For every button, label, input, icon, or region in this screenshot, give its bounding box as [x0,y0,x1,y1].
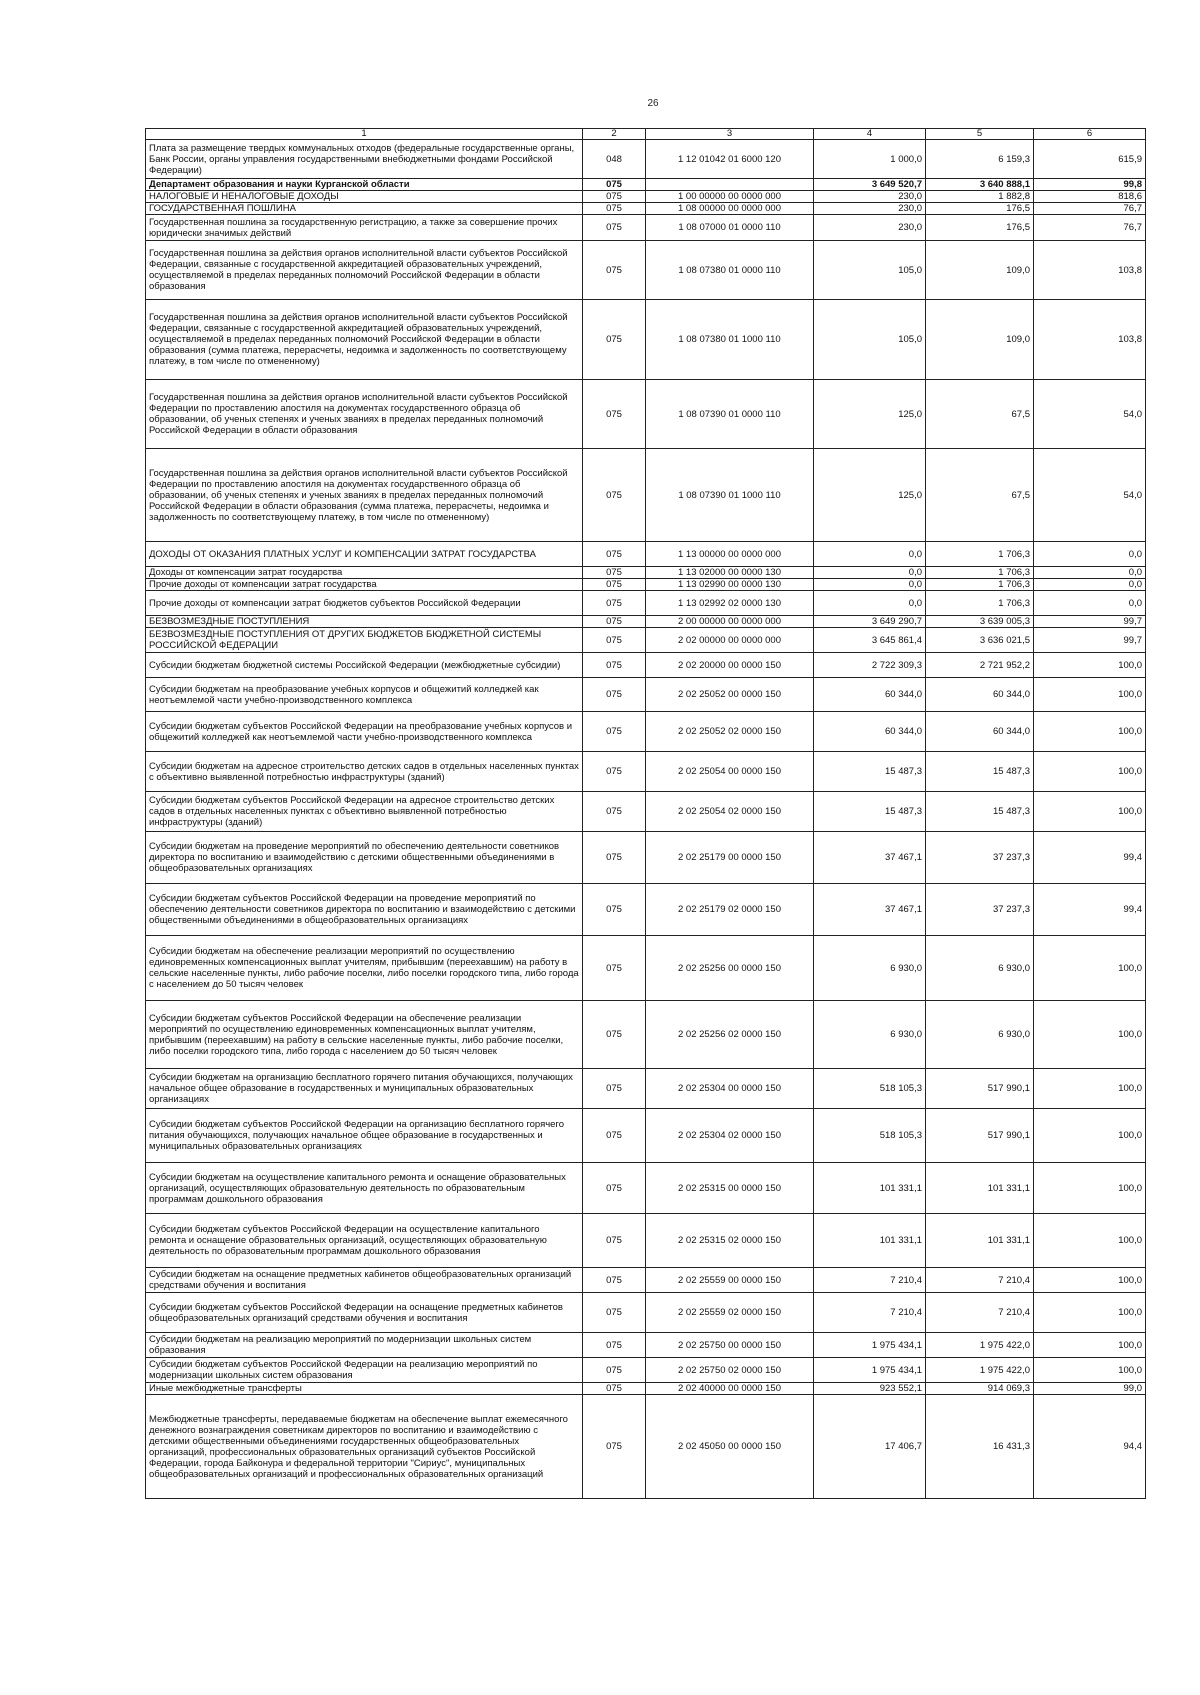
row-kbk-code-cell: 1 13 02000 00 0000 130 [646,567,814,579]
row-kbk-code-cell: 2 02 25750 00 0000 150 [646,1333,814,1358]
row-plan-cell: 101 331,1 [814,1214,926,1268]
table-row [146,1358,1146,1383]
row-percent-cell: 99,4 [1034,884,1146,936]
row-kbk-code-cell [646,179,814,191]
row-plan-cell: 7 210,4 [814,1293,926,1333]
table-row [146,542,1146,567]
row-plan-cell: 0,0 [814,567,926,579]
row-fact-cell: 3 640 888,1 [926,179,1034,191]
table-row [146,1214,1146,1268]
row-percent-cell: 100,0 [1034,1163,1146,1214]
row-fact-cell: 1 975 422,0 [926,1333,1034,1358]
table-row [146,300,1146,380]
row-plan-cell: 0,0 [814,579,926,591]
row-plan-cell: 17 406,7 [814,1395,926,1499]
table-row [146,203,1146,215]
row-admin-code-cell: 075 [583,1333,646,1358]
table-row [146,140,1146,179]
row-fact-cell: 101 331,1 [926,1163,1034,1214]
row-percent-cell: 100,0 [1034,1109,1146,1163]
table-row [146,752,1146,792]
column-header: 3 [646,129,814,140]
row-percent-cell: 0,0 [1034,567,1146,579]
row-kbk-code-cell: 2 00 00000 00 0000 000 [646,616,814,628]
revenue-table [145,128,1146,1499]
row-percent-cell: 103,8 [1034,241,1146,300]
row-percent-cell: 76,7 [1034,203,1146,215]
row-admin-code-cell: 075 [583,203,646,215]
row-name-cell: БЕЗВОЗМЕЗДНЫЕ ПОСТУПЛЕНИЯ ОТ ДРУГИХ БЮДЖЕТОВ БЮДЖЕТНОЙ СИСТЕМЫ РОССИЙСКОЙ ФЕДЕРАЦИИ [146,628,583,653]
row-kbk-code-cell: 2 02 25559 02 0000 150 [646,1293,814,1333]
row-fact-cell: 67,5 [926,380,1034,449]
row-name-cell: Государственная пошлина за действия органов исполнительной власти субъектов Российской Федерации по проставлению апостиля на документах государственного образца об образовании, об ученых степенях и ученых званиях в пределах переданных полномочий Российской Федерации в области образования [146,380,583,449]
row-name-cell: Прочие доходы от компенсации затрат государства [146,579,583,591]
table-row [146,653,1146,678]
row-percent-cell: 99,4 [1034,832,1146,884]
row-admin-code-cell: 075 [583,1358,646,1383]
row-plan-cell: 60 344,0 [814,678,926,712]
row-admin-code-cell: 075 [583,1395,646,1499]
row-admin-code-cell: 075 [583,241,646,300]
table-row [146,884,1146,936]
row-fact-cell: 914 069,3 [926,1383,1034,1395]
row-percent-cell: 100,0 [1034,936,1146,1001]
row-name-cell: Субсидии бюджетам на обеспечение реализации мероприятий по осуществлению единовременных компенсационных выплат учителям, прибывшим (переехавшим) на работу в сельские населенные пункты, либо рабочие поселки, либо поселки городского типа, либо города с населением до 50 тысяч человек [146,936,583,1001]
row-fact-cell: 176,5 [926,215,1034,241]
table-body [146,140,1146,1499]
row-name-cell: Субсидии бюджетам на оснащение предметных кабинетов общеобразовательных организаций средствами обучения и воспитания [146,1268,583,1293]
row-name-cell: Субсидии бюджетам субъектов Российской Федерации на преобразование учебных корпусов и общежитий колледжей как неотъемлемой части учебно-производственного комплекса [146,712,583,752]
row-fact-cell: 6 159,3 [926,140,1034,179]
row-admin-code-cell: 075 [583,1069,646,1109]
row-name-cell: ДОХОДЫ ОТ ОКАЗАНИЯ ПЛАТНЫХ УСЛУГ И КОМПЕНСАЦИИ ЗАТРАТ ГОСУДАРСТВА [146,542,583,567]
row-plan-cell: 15 487,3 [814,752,926,792]
row-admin-code-cell: 075 [583,567,646,579]
row-fact-cell: 37 237,3 [926,832,1034,884]
row-percent-cell: 99,7 [1034,628,1146,653]
row-admin-code-cell: 075 [583,628,646,653]
table-row [146,191,1146,203]
row-plan-cell: 1 000,0 [814,140,926,179]
row-kbk-code-cell: 1 12 01042 01 6000 120 [646,140,814,179]
column-header: 6 [1034,129,1146,140]
table-row [146,179,1146,191]
row-plan-cell: 1 975 434,1 [814,1333,926,1358]
row-fact-cell: 517 990,1 [926,1069,1034,1109]
row-fact-cell: 101 331,1 [926,1214,1034,1268]
row-kbk-code-cell: 2 02 45050 00 0000 150 [646,1395,814,1499]
table-row [146,1163,1146,1214]
row-percent-cell: 100,0 [1034,1001,1146,1069]
table-row [146,1293,1146,1333]
row-plan-cell: 230,0 [814,191,926,203]
row-plan-cell: 0,0 [814,591,926,616]
row-name-cell: БЕЗВОЗМЕЗДНЫЕ ПОСТУПЛЕНИЯ [146,616,583,628]
row-kbk-code-cell: 2 02 25315 02 0000 150 [646,1214,814,1268]
row-plan-cell: 125,0 [814,380,926,449]
row-admin-code-cell: 075 [583,1163,646,1214]
row-percent-cell: 0,0 [1034,579,1146,591]
row-fact-cell: 60 344,0 [926,678,1034,712]
row-kbk-code-cell: 2 02 25052 02 0000 150 [646,712,814,752]
row-admin-code-cell: 075 [583,936,646,1001]
row-name-cell: Субсидии бюджетам на проведение мероприятий по обеспечению деятельности советников директора по воспитанию и взаимодействию с детскими общественными объединениями в общеобразовательных организациях [146,832,583,884]
row-kbk-code-cell: 1 13 00000 00 0000 000 [646,542,814,567]
row-kbk-code-cell: 1 08 07390 01 0000 110 [646,380,814,449]
row-plan-cell: 6 930,0 [814,1001,926,1069]
row-plan-cell: 3 645 861,4 [814,628,926,653]
row-name-cell: Межбюджетные трансферты, передаваемые бюджетам на обеспечение выплат ежемесячного денежного вознаграждения советникам директоров по воспитанию и взаимодействию с детскими общественными объединениями государственных общеобразовательных организаций, профессиональных образовательных организаций субъектов Российской Федерации, города Байконура и федеральной территории "Сириус", муниципальных общеобразовательных организаций и профессиональных образовательных организаций [146,1395,583,1499]
row-kbk-code-cell: 2 02 25179 02 0000 150 [646,884,814,936]
row-name-cell: Доходы от компенсации затрат государства [146,567,583,579]
row-plan-cell: 37 467,1 [814,884,926,936]
row-admin-code-cell: 075 [583,1268,646,1293]
row-percent-cell: 54,0 [1034,449,1146,542]
row-name-cell: Государственная пошлина за государственную регистрацию, а также за совершение прочих юридически значимых действий [146,215,583,241]
row-admin-code-cell: 075 [583,1001,646,1069]
row-fact-cell: 15 487,3 [926,792,1034,832]
row-name-cell: Департамент образования и науки Курганской области [146,179,583,191]
row-kbk-code-cell: 2 02 20000 00 0000 150 [646,653,814,678]
table-row [146,616,1146,628]
row-fact-cell: 60 344,0 [926,712,1034,752]
row-fact-cell: 15 487,3 [926,752,1034,792]
row-plan-cell: 15 487,3 [814,792,926,832]
column-header: 5 [926,129,1034,140]
row-percent-cell: 100,0 [1034,1293,1146,1333]
row-plan-cell: 105,0 [814,300,926,380]
row-kbk-code-cell: 1 08 07380 01 0000 110 [646,241,814,300]
row-admin-code-cell: 075 [583,191,646,203]
row-fact-cell: 2 721 952,2 [926,653,1034,678]
row-percent-cell: 0,0 [1034,591,1146,616]
row-admin-code-cell: 075 [583,579,646,591]
row-plan-cell: 0,0 [814,542,926,567]
row-admin-code-cell: 075 [583,752,646,792]
row-plan-cell: 37 467,1 [814,832,926,884]
row-admin-code-cell: 075 [583,653,646,678]
row-admin-code-cell: 075 [583,678,646,712]
row-kbk-code-cell: 2 02 25179 00 0000 150 [646,832,814,884]
row-plan-cell: 101 331,1 [814,1163,926,1214]
row-kbk-code-cell: 1 00 00000 00 0000 000 [646,191,814,203]
table-row [146,678,1146,712]
row-name-cell: Субсидии бюджетам субъектов Российской Федерации на организацию бесплатного горячего питания обучающихся, получающих начальное общее образование в государственных и муниципальных образовательных организациях [146,1109,583,1163]
row-percent-cell: 100,0 [1034,1333,1146,1358]
row-plan-cell: 923 552,1 [814,1383,926,1395]
row-admin-code-cell: 075 [583,832,646,884]
table-row [146,792,1146,832]
row-kbk-code-cell: 2 02 25559 00 0000 150 [646,1268,814,1293]
column-header: 2 [583,129,646,140]
row-kbk-code-cell: 2 02 25256 02 0000 150 [646,1001,814,1069]
table-row [146,1395,1146,1499]
row-percent-cell: 94,4 [1034,1395,1146,1499]
row-admin-code-cell: 075 [583,591,646,616]
table-row [146,380,1146,449]
row-plan-cell: 60 344,0 [814,712,926,752]
row-percent-cell: 100,0 [1034,712,1146,752]
row-admin-code-cell: 075 [583,449,646,542]
row-fact-cell: 16 431,3 [926,1395,1034,1499]
row-fact-cell: 3 636 021,5 [926,628,1034,653]
row-plan-cell: 3 649 520,7 [814,179,926,191]
row-admin-code-cell: 075 [583,300,646,380]
row-percent-cell: 100,0 [1034,792,1146,832]
table-row [146,1069,1146,1109]
row-percent-cell: 818,6 [1034,191,1146,203]
table-row [146,241,1146,300]
row-percent-cell: 54,0 [1034,380,1146,449]
row-plan-cell: 230,0 [814,215,926,241]
row-admin-code-cell: 075 [583,380,646,449]
row-fact-cell: 176,5 [926,203,1034,215]
row-name-cell: Субсидии бюджетам на адресное строительство детских садов в отдельных населенных пунктах с объективно выявленной потребностью инфраструктуры (зданий) [146,752,583,792]
row-admin-code-cell: 075 [583,712,646,752]
table-row [146,1333,1146,1358]
row-name-cell: Иные межбюджетные трансферты [146,1383,583,1395]
row-kbk-code-cell: 2 02 25315 00 0000 150 [646,1163,814,1214]
row-fact-cell: 6 930,0 [926,936,1034,1001]
table-row [146,215,1146,241]
row-fact-cell: 1 882,8 [926,191,1034,203]
row-percent-cell: 100,0 [1034,752,1146,792]
row-admin-code-cell: 075 [583,215,646,241]
table-row [146,449,1146,542]
row-admin-code-cell: 075 [583,542,646,567]
row-percent-cell: 615,9 [1034,140,1146,179]
row-name-cell: Субсидии бюджетам на осуществление капитального ремонта и оснащение образовательных организаций, осуществляющих образовательную деятельность по образовательным программам дошкольного образования [146,1163,583,1214]
row-fact-cell: 7 210,4 [926,1293,1034,1333]
row-percent-cell: 0,0 [1034,542,1146,567]
row-kbk-code-cell: 1 08 07380 01 1000 110 [646,300,814,380]
row-percent-cell: 100,0 [1034,1214,1146,1268]
row-name-cell: Субсидии бюджетам субъектов Российской Федерации на осуществление капитального ремонта и оснащение образовательных организаций, осуществляющих образовательную деятельность по образовательным программам дошкольного образования [146,1214,583,1268]
row-name-cell: Прочие доходы от компенсации затрат бюджетов субъектов Российской Федерации [146,591,583,616]
row-name-cell: Государственная пошлина за действия органов исполнительной власти субъектов Российской Федерации, связанные с государственной аккредитацией образовательных учреждений, осуществляемой в пределах переданных полномочий Российской Федерации в области образования [146,241,583,300]
row-kbk-code-cell: 2 02 25304 00 0000 150 [646,1069,814,1109]
row-kbk-code-cell: 1 08 07000 01 0000 110 [646,215,814,241]
row-kbk-code-cell: 2 02 40000 00 0000 150 [646,1383,814,1395]
row-kbk-code-cell: 2 02 25750 02 0000 150 [646,1358,814,1383]
row-fact-cell: 3 639 005,3 [926,616,1034,628]
row-kbk-code-cell: 1 13 02992 02 0000 130 [646,591,814,616]
row-fact-cell: 109,0 [926,241,1034,300]
row-name-cell: Государственная пошлина за действия органов исполнительной власти субъектов Российской Федерации по проставлению апостиля на документах государственного образца об образовании, об ученых степенях и ученых званиях в пределах переданных полномочий Российской Федерации в области образования (сумма платежа, перерасчеты, недоимка и задолженность по соответствующему платежу, в том числе по отмененному) [146,449,583,542]
table-row [146,1001,1146,1069]
row-admin-code-cell: 075 [583,792,646,832]
row-plan-cell: 518 105,3 [814,1109,926,1163]
table-row [146,712,1146,752]
row-fact-cell: 1 706,3 [926,591,1034,616]
row-plan-cell: 3 649 290,7 [814,616,926,628]
row-plan-cell: 6 930,0 [814,936,926,1001]
column-header: 1 [146,129,583,140]
row-admin-code-cell: 075 [583,616,646,628]
row-percent-cell: 100,0 [1034,653,1146,678]
row-plan-cell: 125,0 [814,449,926,542]
table-row [146,591,1146,616]
row-name-cell: Субсидии бюджетам на организацию бесплатного горячего питания обучающихся, получающих начальное общее образование в государственных и муниципальных образовательных организациях [146,1069,583,1109]
table-row [146,567,1146,579]
table-row [146,832,1146,884]
row-percent-cell: 100,0 [1034,1268,1146,1293]
row-name-cell: Плата за размещение твердых коммунальных отходов (федеральные государственные органы, Банк России, органы управления государственными внебюджетными фондами Российской Федерации) [146,140,583,179]
row-fact-cell: 109,0 [926,300,1034,380]
row-kbk-code-cell: 1 08 00000 00 0000 000 [646,203,814,215]
row-plan-cell: 2 722 309,3 [814,653,926,678]
row-admin-code-cell: 075 [583,1383,646,1395]
row-kbk-code-cell: 1 08 07390 01 1000 110 [646,449,814,542]
column-number-row [146,129,1146,140]
row-percent-cell: 76,7 [1034,215,1146,241]
table-row [146,628,1146,653]
row-percent-cell: 99,7 [1034,616,1146,628]
table-row [146,1268,1146,1293]
row-fact-cell: 517 990,1 [926,1109,1034,1163]
row-percent-cell: 99,8 [1034,179,1146,191]
row-plan-cell: 518 105,3 [814,1069,926,1109]
column-header: 4 [814,129,926,140]
row-name-cell: Субсидии бюджетам субъектов Российской Федерации на проведение мероприятий по обеспечению деятельности советников директора по воспитанию и взаимодействию с детскими общественными объединениями в общеобразовательных организациях [146,884,583,936]
revenue-table-container [145,128,1145,1499]
row-fact-cell: 6 930,0 [926,1001,1034,1069]
row-admin-code-cell: 075 [583,884,646,936]
row-admin-code-cell: 075 [583,179,646,191]
row-percent-cell: 100,0 [1034,678,1146,712]
row-admin-code-cell: 048 [583,140,646,179]
table-row [146,936,1146,1001]
row-fact-cell: 67,5 [926,449,1034,542]
row-plan-cell: 1 975 434,1 [814,1358,926,1383]
row-fact-cell: 1 975 422,0 [926,1358,1034,1383]
row-fact-cell: 1 706,3 [926,542,1034,567]
row-fact-cell: 37 237,3 [926,884,1034,936]
row-name-cell: Субсидии бюджетам бюджетной системы Российской Федерации (межбюджетные субсидии) [146,653,583,678]
row-kbk-code-cell: 2 02 25052 00 0000 150 [646,678,814,712]
row-plan-cell: 7 210,4 [814,1268,926,1293]
row-fact-cell: 1 706,3 [926,567,1034,579]
row-fact-cell: 7 210,4 [926,1268,1034,1293]
row-name-cell: Субсидии бюджетам субъектов Российской Федерации на обеспечение реализации мероприятий по осуществлению единовременных компенсационных выплат учителям, прибывшим (переехавшим) на работу в сельские населенные пункты, либо рабочие поселки, либо поселки городского типа, либо города с населением до 50 тысяч человек [146,1001,583,1069]
row-plan-cell: 105,0 [814,241,926,300]
row-name-cell: ГОСУДАРСТВЕННАЯ ПОШЛИНА [146,203,583,215]
table-row [146,1109,1146,1163]
row-kbk-code-cell: 2 02 00000 00 0000 000 [646,628,814,653]
row-percent-cell: 99,0 [1034,1383,1146,1395]
row-name-cell: Субсидии бюджетам субъектов Российской Федерации на оснащение предметных кабинетов общеобразовательных организаций средствами обучения и воспитания [146,1293,583,1333]
row-fact-cell: 1 706,3 [926,579,1034,591]
row-name-cell: Субсидии бюджетам субъектов Российской Федерации на реализацию мероприятий по модернизации школьных систем образования [146,1358,583,1383]
row-kbk-code-cell: 1 13 02990 00 0000 130 [646,579,814,591]
row-name-cell: Субсидии бюджетам на реализацию мероприятий по модернизации школьных систем образования [146,1333,583,1358]
row-name-cell: Государственная пошлина за действия органов исполнительной власти субъектов Российской Федерации, связанные с государственной аккредитацией образовательных учреждений, осуществляемой в пределах переданных полномочий Российской Федерации в области образования (сумма платежа, перерасчеты, недоимка и задолженность по соответствующему платежу, в том числе по отмененному) [146,300,583,380]
row-kbk-code-cell: 2 02 25054 02 0000 150 [646,792,814,832]
row-admin-code-cell: 075 [583,1214,646,1268]
row-percent-cell: 100,0 [1034,1358,1146,1383]
row-kbk-code-cell: 2 02 25054 00 0000 150 [646,752,814,792]
row-admin-code-cell: 075 [583,1293,646,1333]
table-row [146,579,1146,591]
row-kbk-code-cell: 2 02 25304 02 0000 150 [646,1109,814,1163]
table-row [146,1383,1146,1395]
row-name-cell: Субсидии бюджетам на преобразование учебных корпусов и общежитий колледжей как неотъемлемой части учебно-производственного комплекса [146,678,583,712]
row-name-cell: Субсидии бюджетам субъектов Российской Федерации на адресное строительство детских садов в отдельных населенных пунктах с объективно выявленной потребностью инфраструктуры (зданий) [146,792,583,832]
row-name-cell: НАЛОГОВЫЕ И НЕНАЛОГОВЫЕ ДОХОДЫ [146,191,583,203]
row-admin-code-cell: 075 [583,1109,646,1163]
row-plan-cell: 230,0 [814,203,926,215]
row-kbk-code-cell: 2 02 25256 00 0000 150 [646,936,814,1001]
row-percent-cell: 103,8 [1034,300,1146,380]
row-percent-cell: 100,0 [1034,1069,1146,1109]
page-number: 26 [647,98,659,109]
